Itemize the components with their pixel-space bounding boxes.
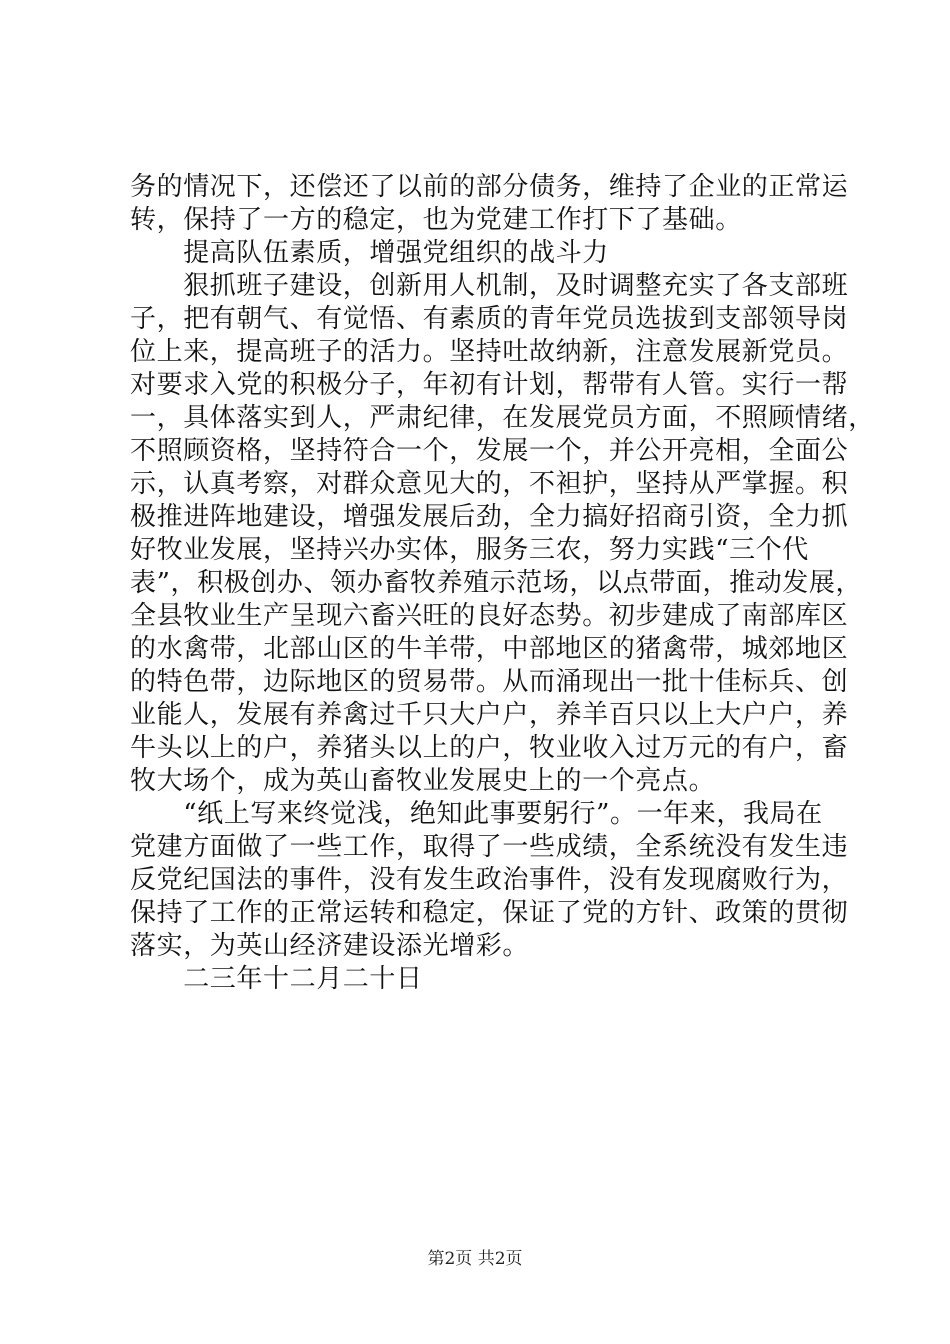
page-number-footer: 第2页 共2页 xyxy=(427,1249,523,1269)
body-text-line: 极推进阵地建设，增强发展后劲，全力搞好招商引资，全力抓 xyxy=(130,502,849,532)
body-text-line: 党建方面做了一些工作，取得了一些成绩，全系统没有发生违 xyxy=(130,832,849,862)
body-text-line: 子，把有朝气、有觉悟、有素质的青年党员选拔到支部领导岗 xyxy=(130,304,849,334)
body-text-line: 狠抓班子建设，创新用人机制，及时调整充实了各支部班 xyxy=(130,271,849,301)
body-text-line: 表”，积极创办、领办畜牧养殖示范场，以点带面，推动发展， xyxy=(130,568,863,598)
section-heading: 提高队伍素质，增强党组织的战斗力 xyxy=(130,238,609,268)
body-text-line: 的特色带，边际地区的贸易带。从而涌现出一批十佳标兵、创 xyxy=(130,667,849,697)
body-text-line: 全县牧业生产呈现六畜兴旺的良好态势。初步建成了南部库区 xyxy=(130,601,849,631)
body-text-line: 位上来，提高班子的活力。坚持吐故纳新，注意发展新党员。 xyxy=(130,337,849,367)
date-line: 二三年十二月二十日 xyxy=(130,964,423,994)
body-text-line: 转，保持了一方的稳定，也为党建工作打下了基础。 xyxy=(130,205,742,235)
body-text-line: 落实，为英山经济建设添光增彩。 xyxy=(130,931,530,961)
body-text-line: 不照顾资格，坚持符合一个，发展一个，并公开亮相，全面公 xyxy=(130,436,849,466)
body-text-line: 业能人，发展有养禽过千只大户户，养羊百只以上大户户，养 xyxy=(130,700,849,730)
body-text-line: “纸上写来终觉浅，绝知此事要躬行”。一年来，我局在 xyxy=(130,799,823,829)
body-text-line: 示，认真考察，对群众意见大的，不袒护，坚持从严掌握。积 xyxy=(130,469,849,499)
body-text-line: 保持了工作的正常运转和稳定，保证了党的方针、政策的贯彻 xyxy=(130,898,849,928)
body-text-line: 好牧业发展，坚持兴办实体，服务三农，努力实践“三个代 xyxy=(130,535,809,565)
body-text-line: 对要求入党的积极分子，年初有计划，帮带有人管。实行一帮 xyxy=(130,370,849,400)
body-text-line: 的水禽带，北部山区的牛羊带，中部地区的猪禽带，城郊地区 xyxy=(130,634,849,664)
body-text-line: 牛头以上的户，养猪头以上的户，牧业收入过万元的有户，畜 xyxy=(130,733,849,763)
body-text-line: 务的情况下，还偿还了以前的部分债务，维持了企业的正常运 xyxy=(130,172,849,202)
body-text-line: 反党纪国法的事件，没有发生政治事件，没有发现腐败行为， xyxy=(130,865,849,895)
body-text-line: 牧大场个，成为英山畜牧业发展史上的一个亮点。 xyxy=(130,766,716,796)
body-text-line: 一，具体落实到人，严肃纪律，在发展党员方面，不照顾情绪， xyxy=(130,403,875,433)
